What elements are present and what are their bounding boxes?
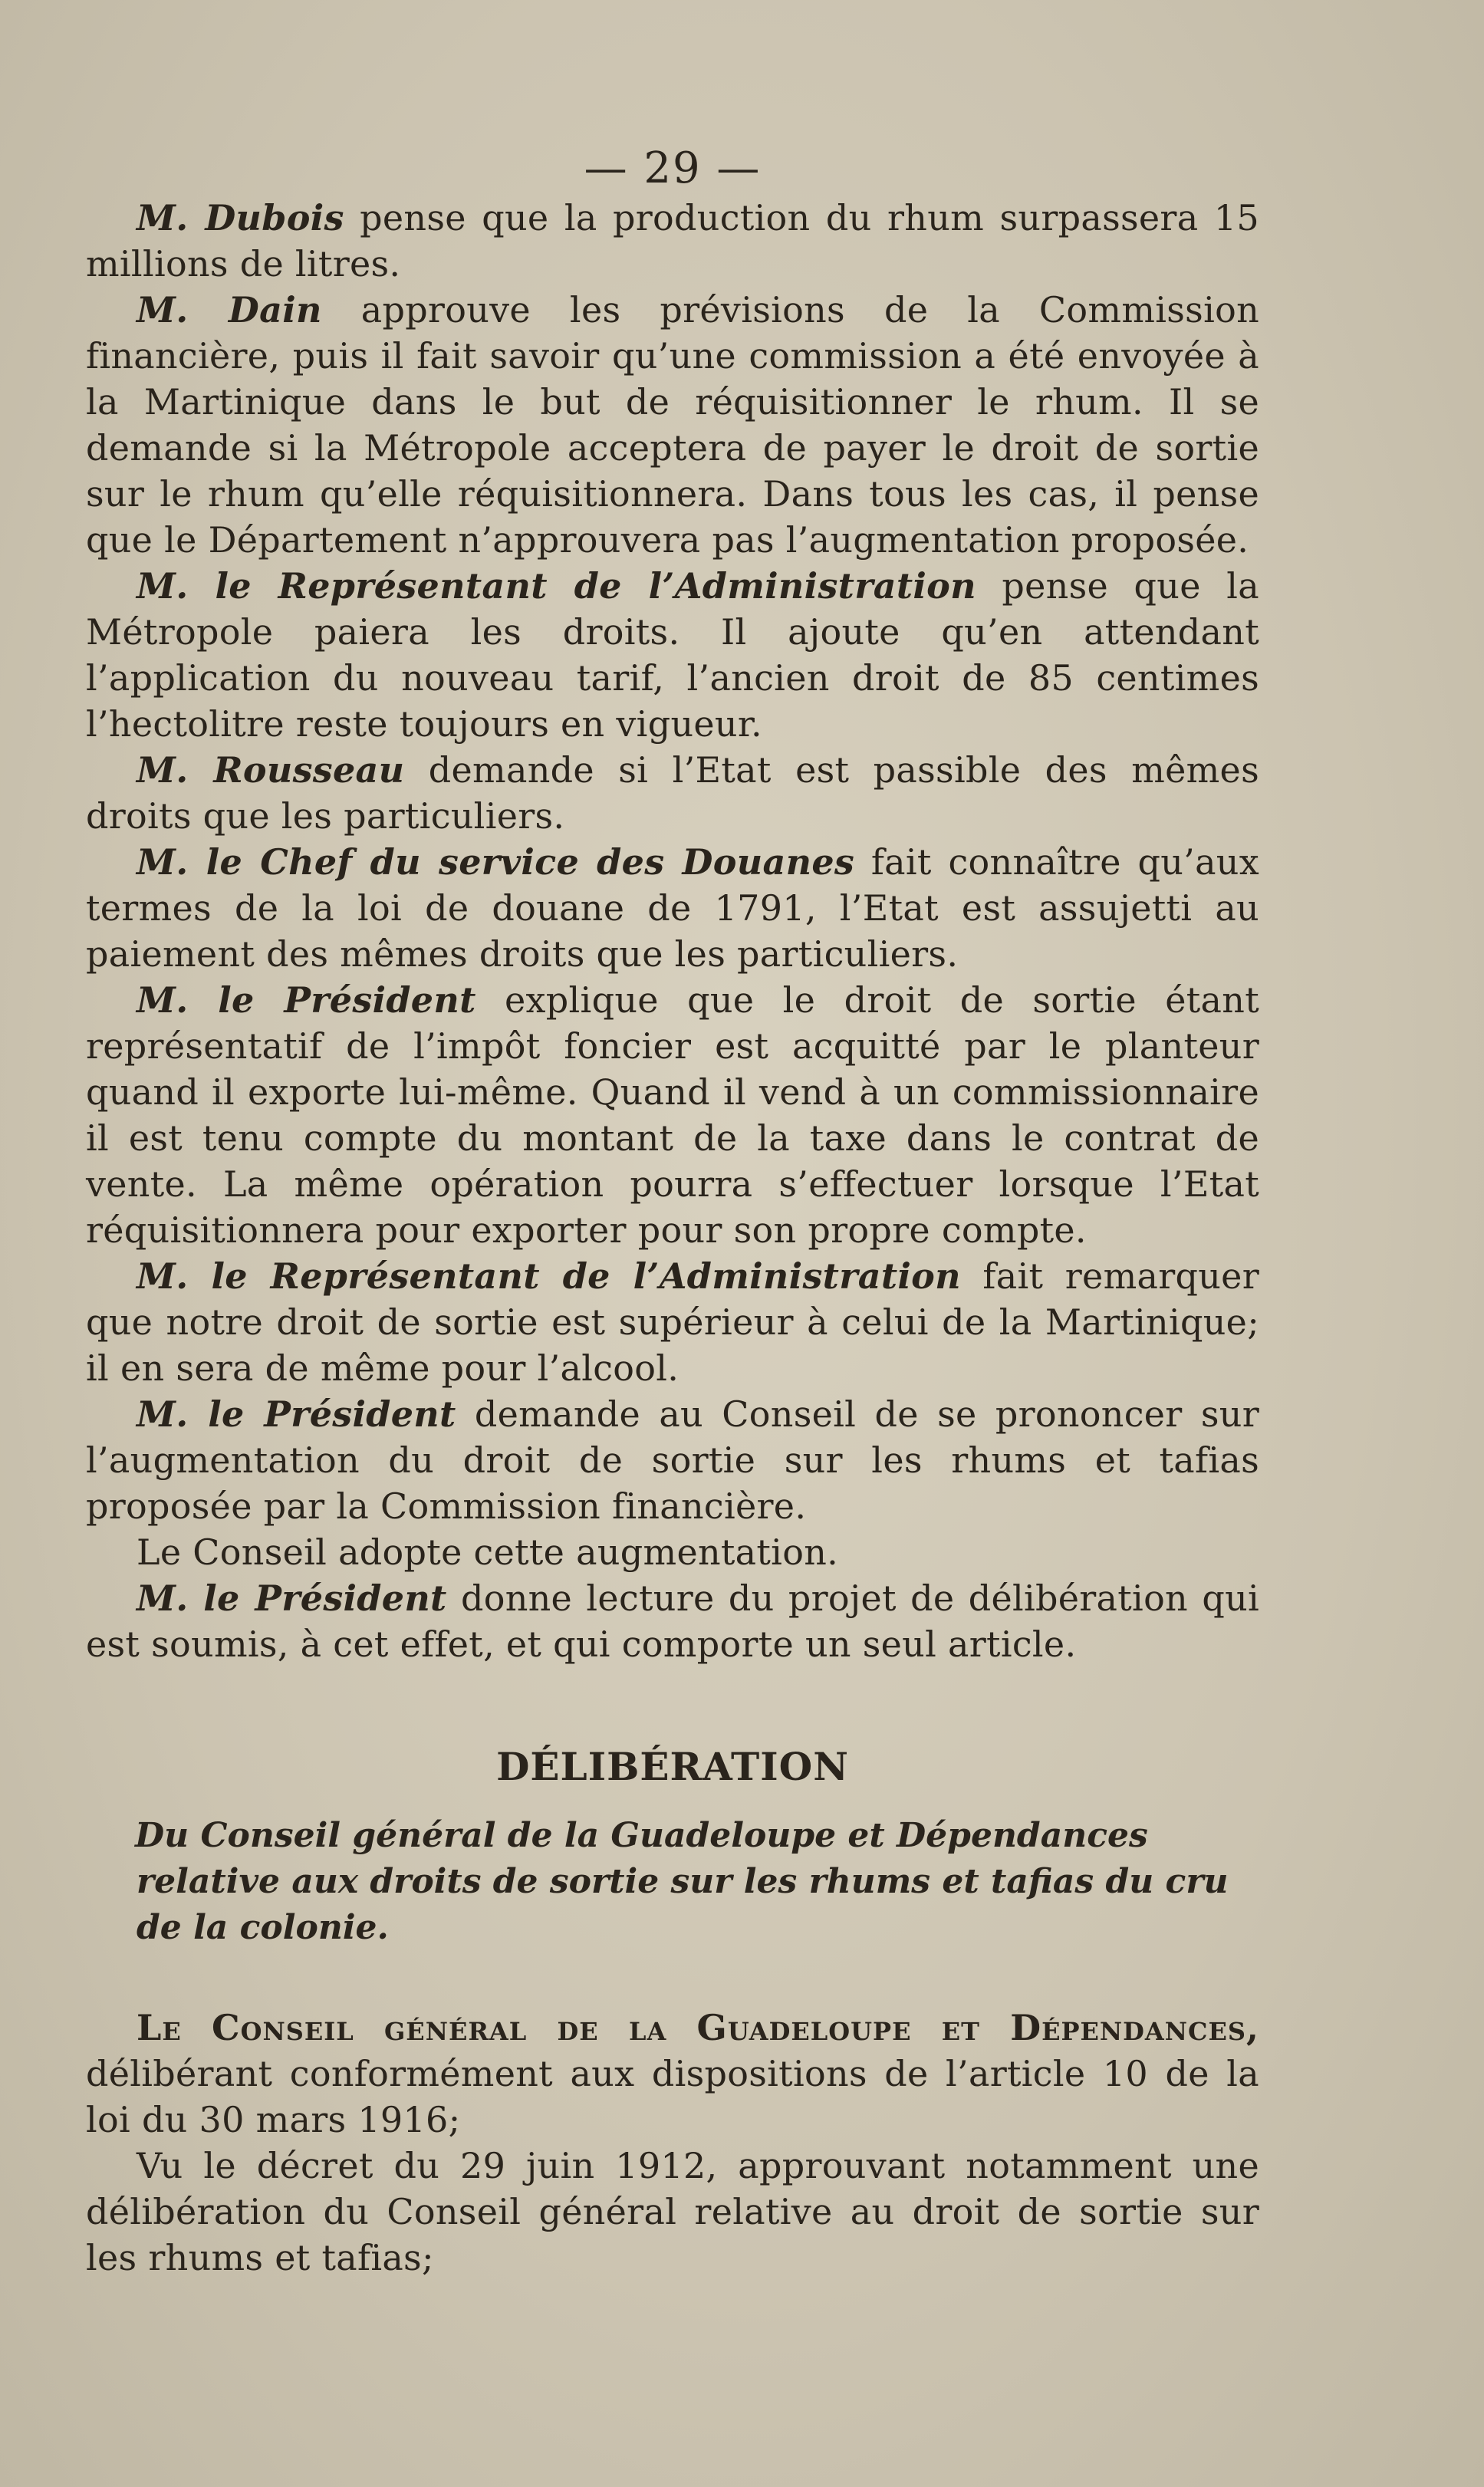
paragraph	[86, 747, 1259, 839]
speaker: M. Dain	[137, 289, 322, 331]
section-heading: DÉLIBÉRATION	[496, 1744, 849, 1789]
speaker: M. le Représentant de l’Administration	[137, 1255, 961, 1297]
paragraph-text: demande si l’Etat est passible des mêmes droits que les particuliers.	[86, 749, 1259, 837]
paragraph	[86, 1253, 1259, 1391]
page-number: — 29 —	[584, 143, 762, 193]
paragraph	[86, 1575, 1259, 1667]
paragraph-text: donne lecture du projet de délibération qui est soumis, à cet effet, et qui comporte un seul article.	[86, 1577, 1260, 1665]
paragraph	[86, 563, 1259, 747]
speaker: M. le Chef du service des Douanes	[137, 841, 855, 883]
closing-paragraph	[86, 2143, 1259, 2281]
closing-paragraph	[86, 2005, 1259, 2143]
speaker: M. Dubois	[137, 197, 344, 239]
paragraph-text: pense que la Métropole paiera les droits. Il ajoute qu’en attendant l’application du nouveau tarif, l’ancien droit de 85 centimes l’hectolitre reste toujours en vigueur.	[86, 565, 1259, 745]
speaker: M. le Représentant de l’Administration	[137, 565, 976, 607]
paragraph-text: explique que le droit de sortie étant représentatif de l’impôt foncier est acquitté par le planteur quand il exporte lui-même. Quand il vend à un commissionnaire il est tenu compte du montant de la taxe dans le contrat de vente. La même opération pourra s’effectuer lorsque l’Etat réquisitionnera pour exporter pour son propre compte.	[86, 979, 1259, 1251]
paragraph	[86, 977, 1259, 1253]
paragraph-text: Le Conseil adopte cette augmentation.	[137, 1531, 839, 1573]
paragraph	[86, 1391, 1259, 1529]
closing-text: Vu le décret du 29 juin 1912, approuvant notamment une délibération du Conseil général relative au droit de sortie sur les rhums et tafias;	[86, 2145, 1259, 2278]
speaker: M. le Président	[137, 979, 476, 1021]
paragraph-text: fait remarquer que notre droit de sortie est supérieur à celui de la Martinique; il en sera de même pour l’alcool.	[86, 1255, 1259, 1389]
minutes-body	[86, 195, 1259, 1667]
paragraph-text: approuve les prévisions de la Commission financière, puis il fait savoir qu’une commission a été envoyée à la Martinique dans le but de réquisitionner le rhum. Il se demande si la Métropole acceptera de payer le droit de sortie sur le rhum qu’elle réquisitionnera. Dans tous les cas, il pense que le Département n’approuvera pas l’augmentation proposée.	[86, 289, 1259, 561]
paragraph-text: fait connaître qu’aux termes de la loi de douane de 1791, l’Etat est assujetti au paiement des mêmes droits que les particuliers.	[86, 841, 1259, 975]
council-name: Le Conseil général de la Guadeloupe et Dépendances,	[137, 2007, 1259, 2048]
document-page	[86, 143, 1260, 2281]
paragraph-text: demande au Conseil de se prononcer sur l’augmentation du droit de sortie sur les rhums et tafias proposée par la Commission financière.	[86, 1393, 1260, 1527]
deliberation-subtitle: Du Conseil général de la Guadeloupe et Dépendances relative aux droits de sortie sur les rhums et tafias du cru de la colonie.	[135, 1816, 1229, 1947]
paragraph	[86, 287, 1259, 563]
paragraph	[86, 1529, 1259, 1575]
speaker: M. le Président	[137, 1393, 456, 1435]
speaker: M. le Président	[137, 1577, 447, 1619]
closing-text: délibérant conformément aux dispositions de l’article 10 de la loi du 30 mars 1916;	[86, 2053, 1259, 2140]
paragraph	[86, 839, 1259, 977]
speaker: M. Rousseau	[137, 749, 405, 791]
paragraph	[86, 195, 1259, 287]
paragraph-text: pense que la production du rhum surpassera 15 millions de litres.	[86, 197, 1259, 285]
